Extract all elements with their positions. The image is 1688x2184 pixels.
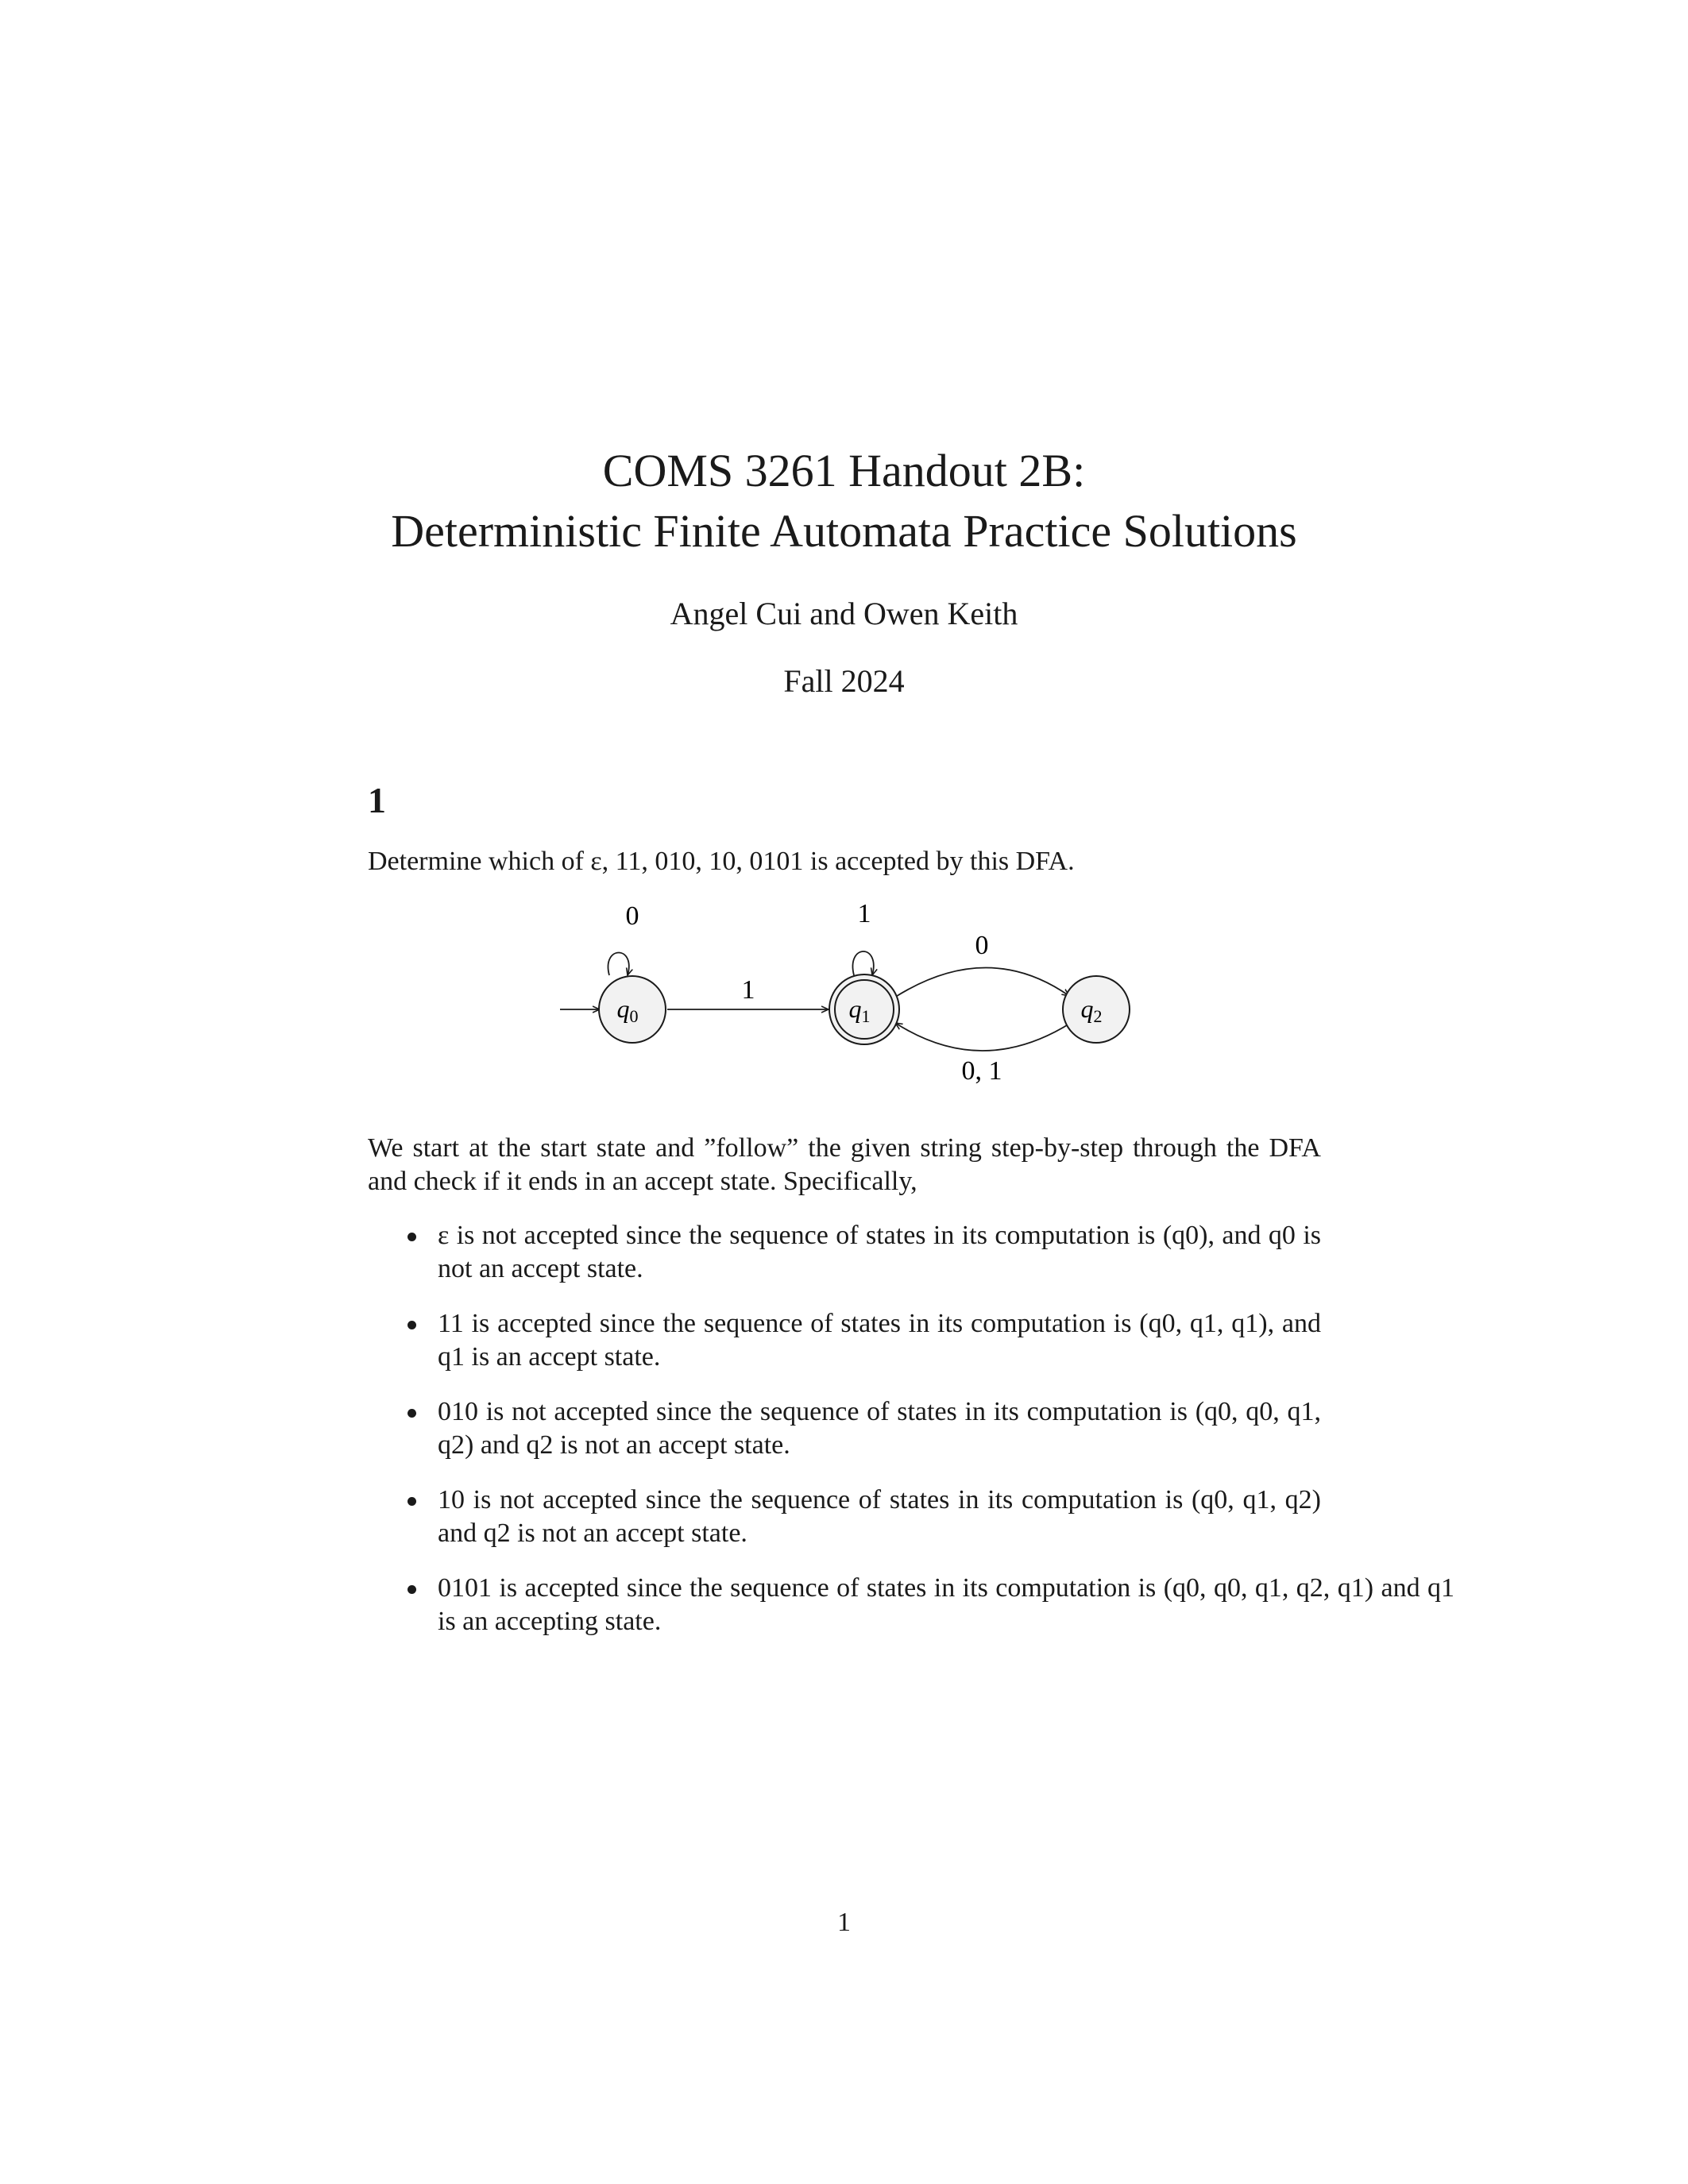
state-q2 [1063,976,1130,1043]
state-q1 [829,974,899,1044]
list-item [368,1484,1321,1550]
list-item-text: 11 is accepted since the sequence of states in its computation is (q0, q1, q1), and q1 is an accept state. [438,1309,1321,1372]
state-q0 [599,976,666,1043]
bullet-icon [408,1409,416,1418]
bullet-icon [408,1321,416,1329]
transition-q0-q0 [608,953,629,976]
document-title [0,441,1688,561]
state-label-q1: q1 [848,994,871,1026]
state-label-q0: q0 [616,994,639,1026]
title-line-1: COMS 3261 Handout 2B: [602,445,1086,496]
list-item [368,1395,1321,1462]
answer-list [368,1219,1454,1660]
list-item [368,1572,1454,1638]
transition-label-q0-q1: 1 [741,975,755,1005]
bullet-icon [408,1497,416,1506]
authors: Angel Cui and Owen Keith [670,596,1018,631]
state-label-q2: q2 [1080,994,1103,1026]
bullet-icon [408,1233,416,1241]
transition-label-q2-q1: 0, 1 [961,1056,1002,1086]
transition-q2-q1 [895,1023,1071,1051]
list-item-text: 0101 is accepted since the sequence of states in its computation is (q0, q0, q1, q2, q1) and q1 is an accepting state. [438,1573,1454,1636]
dfa-diagram [548,897,1152,1096]
section-heading: 1 [368,780,386,820]
list-item [368,1219,1321,1286]
list-item [368,1307,1321,1374]
title-line-2: Deterministic Finite Automata Practice Solutions [391,505,1297,557]
transition-label-q1-q1: 1 [857,899,871,928]
transition-q1-q2 [894,967,1069,997]
list-item-text: 010 is not accepted since the sequence of states in its computation is (q0, q0, q1, q2) and q2 is not an accept state. [438,1397,1321,1460]
intro-paragraph: We start at the start state and ”follow” the given string step-by-step through the DFA and check if it ends in an accept state. Specifically, [368,1133,1321,1196]
list-item-text: ε is not accepted since the sequence of states in its computation is (q0), and q0 is not an accept state. [438,1221,1321,1283]
question-text: Determine which of ε, 11, 010, 10, 0101 is accepted by this DFA. [368,847,1075,876]
page-number: 1 [837,1908,851,1937]
transition-label-q0-q0: 0 [625,901,639,931]
list-item-text: 10 is not accepted since the sequence of states in its computation is (q0, q1, q2) and q2 is not an accept state. [438,1485,1321,1548]
transition-label-q1-q2: 0 [975,931,989,960]
date: Fall 2024 [783,663,905,699]
bullet-icon [408,1585,416,1594]
transition-q1-q1 [853,951,874,975]
